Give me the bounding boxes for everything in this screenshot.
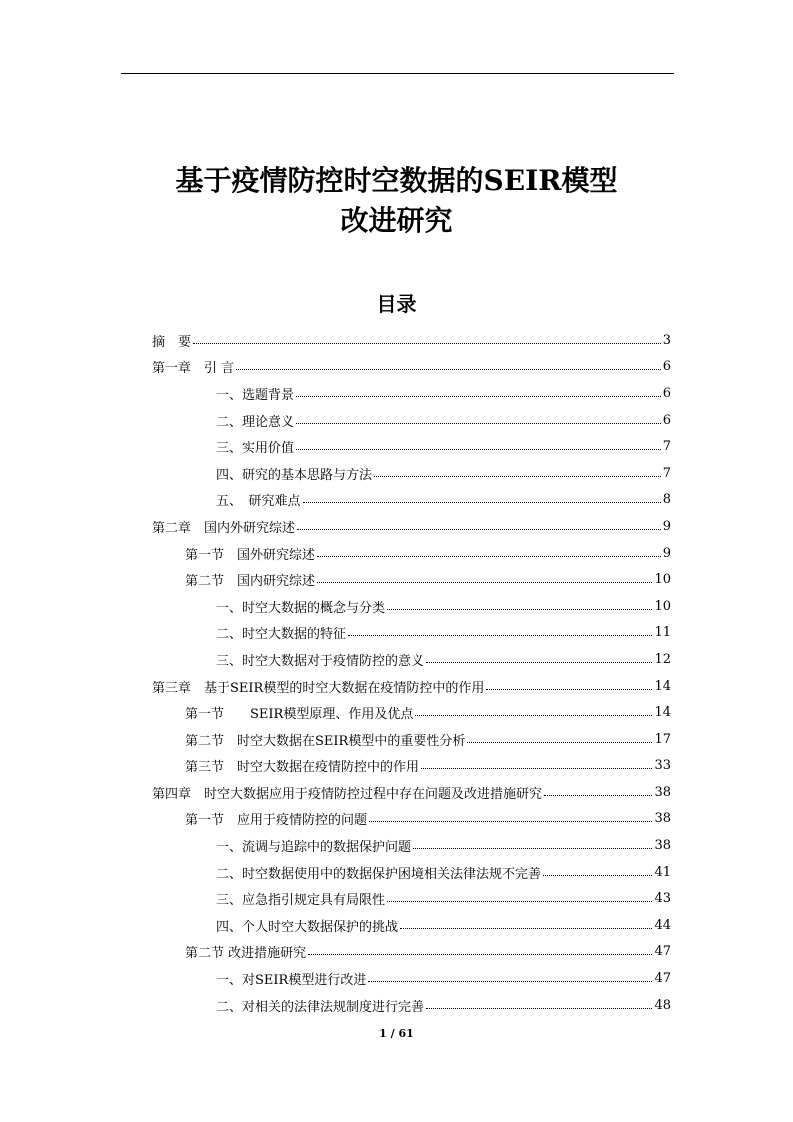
toc-dot-leader: [543, 875, 652, 876]
toc-entry[interactable]: [152, 433, 671, 460]
toc-entry-page: 6: [662, 412, 671, 428]
toc-dot-leader: [544, 795, 652, 796]
toc-entry-label: 第二章 国内外研究综述: [152, 520, 296, 536]
toc-entry-page: 47: [654, 971, 671, 987]
toc-entry-label: 二、时空数据使用中的数据保护困境相关法律法规不完善: [216, 866, 542, 882]
toc-entry-page: 12: [654, 651, 671, 667]
toc-dot-leader: [317, 556, 661, 557]
toc-entry-label: 第二节 改进措施研究: [185, 946, 307, 962]
toc-dot-leader: [368, 981, 652, 982]
document-title-line-2: 改进研究: [340, 204, 453, 237]
toc-dot-leader: [369, 821, 652, 822]
toc-entry-label: 第二节 国内研究综述: [185, 574, 316, 590]
toc-entry-label: 三、实用价值: [216, 441, 295, 457]
toc-entry-label: 二、时空大数据的特征: [216, 627, 347, 643]
toc-entry-page: 6: [662, 359, 671, 375]
toc-entry[interactable]: [152, 885, 671, 912]
toc-entry-label: 一、选题背景: [216, 387, 295, 403]
toc-entry[interactable]: [152, 646, 671, 673]
toc-entry[interactable]: [152, 992, 671, 1019]
toc-entry-page: 44: [654, 917, 671, 933]
toc-entry[interactable]: [152, 327, 671, 354]
toc-dot-leader: [415, 715, 652, 716]
toc-entry-label: 第三章 基于SEIR模型的时空大数据在疫情防控中的作用: [152, 680, 485, 696]
toc-dot-leader: [303, 502, 661, 503]
toc-dot-leader: [296, 396, 661, 397]
toc-entry[interactable]: [152, 939, 671, 966]
toc-heading: 目录: [376, 292, 417, 316]
toc-entry-label: 一、时空大数据的概念与分类: [216, 600, 386, 616]
toc-entry-label: 三、应急指引规定具有局限性: [216, 893, 386, 909]
toc-entry[interactable]: [152, 487, 671, 514]
toc-entry-page: 6: [662, 385, 671, 401]
page-indicator: 1 / 61: [379, 1027, 414, 1040]
toc-dot-leader: [193, 343, 661, 344]
toc-entry[interactable]: [152, 912, 671, 939]
toc-entry[interactable]: [152, 380, 671, 407]
toc-dot-leader: [236, 369, 661, 370]
toc-entry-page: 38: [654, 784, 671, 800]
toc-entry-page: 7: [662, 465, 671, 481]
toc-dot-leader: [426, 1008, 652, 1009]
toc-entry-page: 48: [654, 997, 671, 1013]
toc-entry-page: 3: [662, 332, 671, 348]
toc-entry-page: 7: [662, 439, 671, 455]
toc-entry[interactable]: [152, 593, 671, 620]
toc-entry-page: 17: [654, 731, 671, 747]
toc-entry-label: 五、 研究难点: [216, 494, 301, 510]
toc-entry[interactable]: [152, 460, 671, 487]
header-rule: [121, 73, 674, 74]
toc-entry-page: 38: [654, 811, 671, 827]
toc-entry-page: 33: [654, 758, 671, 774]
toc-dot-leader: [374, 476, 661, 477]
toc-dot-leader: [317, 582, 652, 583]
toc-entry[interactable]: [152, 566, 671, 593]
toc-entry-page: 8: [662, 492, 671, 508]
toc-entry[interactable]: [152, 540, 671, 567]
toc-entry[interactable]: [152, 753, 671, 780]
toc-entry-label: 三、时空大数据对于疫情防控的意义: [216, 653, 425, 669]
table-of-contents: [152, 327, 671, 1018]
toc-dot-leader: [413, 848, 652, 849]
toc-entry-page: 11: [654, 625, 671, 641]
toc-dot-leader: [387, 901, 652, 902]
toc-entry-label: 一、流调与追踪中的数据保护问题: [216, 840, 412, 856]
toc-dot-leader: [296, 449, 661, 450]
toc-dot-leader: [348, 635, 652, 636]
toc-entry[interactable]: [152, 726, 671, 753]
toc-entry[interactable]: [152, 620, 671, 647]
toc-dot-leader: [387, 609, 652, 610]
toc-entry-label: 二、理论意义: [216, 414, 295, 430]
toc-entry[interactable]: [152, 832, 671, 859]
toc-dot-leader: [486, 689, 652, 690]
toc-entry-label: 第一节 SEIR模型原理、作用及优点: [185, 707, 414, 723]
toc-entry-label: 第一节 国外研究综述: [185, 547, 316, 563]
toc-dot-leader: [308, 954, 652, 955]
toc-entry-page: 14: [654, 705, 671, 721]
toc-entry-page: 10: [654, 598, 671, 614]
toc-dot-leader: [467, 742, 652, 743]
toc-entry[interactable]: [152, 354, 671, 381]
toc-entry[interactable]: [152, 806, 671, 833]
document-title-line-1: 基于疫情防控时空数据的SEIR模型: [175, 164, 618, 197]
toc-dot-leader: [421, 768, 652, 769]
toc-entry-page: 38: [654, 838, 671, 854]
toc-entry[interactable]: [152, 859, 671, 886]
toc-entry-label: 第二节 时空大数据在SEIR模型中的重要性分析: [185, 733, 466, 749]
toc-entry-label: 第三节 时空大数据在疫情防控中的作用: [185, 760, 420, 776]
toc-entry-page: 41: [654, 864, 671, 880]
toc-entry[interactable]: [152, 513, 671, 540]
toc-entry-label: 第一章 引 言: [152, 361, 235, 377]
toc-dot-leader: [296, 423, 661, 424]
toc-entry-label: 四、个人时空大数据保护的挑战: [216, 919, 399, 935]
toc-entry-label: 摘 要: [152, 334, 192, 350]
toc-entry[interactable]: [152, 407, 671, 434]
toc-entry-page: 14: [654, 678, 671, 694]
toc-entry-page: 10: [654, 572, 671, 588]
toc-dot-leader: [400, 928, 652, 929]
toc-entry-label: 第一节 应用于疫情防控的问题: [185, 813, 368, 829]
toc-entry-page: 9: [662, 518, 671, 534]
toc-entry-label: 一、对SEIR模型进行改进: [216, 973, 367, 989]
toc-entry[interactable]: [152, 965, 671, 992]
toc-entry-page: 47: [654, 944, 671, 960]
toc-entry[interactable]: [152, 699, 671, 726]
toc-dot-leader: [297, 529, 661, 530]
toc-entry-label: 二、对相关的法律法规制度进行完善: [216, 999, 425, 1015]
toc-entry[interactable]: [152, 779, 671, 806]
toc-dot-leader: [426, 662, 652, 663]
toc-entry-page: 43: [654, 891, 671, 907]
toc-entry-label: 四、研究的基本思路与方法: [216, 467, 373, 483]
toc-entry[interactable]: [152, 673, 671, 700]
toc-entry-label: 第四章 时空大数据应用于疫情防控过程中存在问题及改进措施研究: [152, 786, 543, 802]
toc-entry-page: 9: [662, 545, 671, 561]
